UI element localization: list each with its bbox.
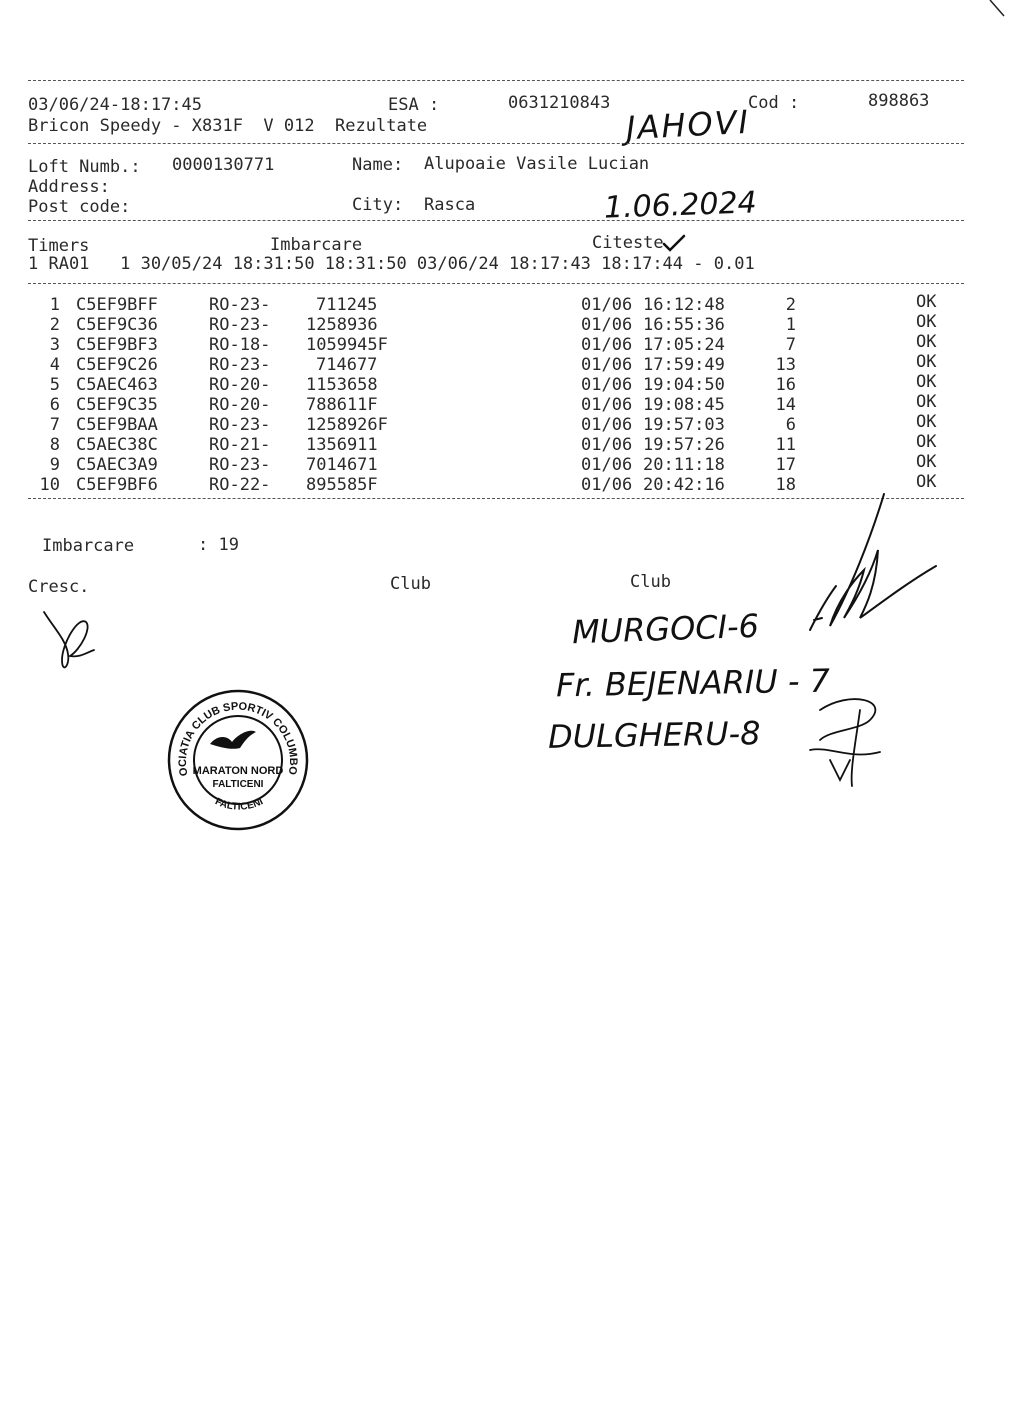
row-number: 6 <box>49 395 60 415</box>
arrival-date: 01/06 <box>581 295 633 315</box>
table-row <box>0 432 1000 455</box>
stamp-center-line1: MARATON NORD <box>192 765 284 777</box>
position: 1 <box>785 315 796 335</box>
club-label-1: Club <box>390 574 431 594</box>
row-number: 5 <box>49 375 60 395</box>
arrival-time: 16:12:48 <box>643 295 725 315</box>
handwritten-date: 1.06.2024 <box>603 185 758 226</box>
check-mark-icon <box>662 234 686 256</box>
row-number: 1 <box>49 295 60 315</box>
status: OK <box>916 452 937 472</box>
loft-label: Loft Numb.: <box>28 157 141 177</box>
position: 13 <box>775 355 796 375</box>
arrival-time: 17:05:24 <box>643 335 725 355</box>
arrival-time: 19:08:45 <box>643 395 725 415</box>
club-signature <box>800 490 940 640</box>
arrival-date: 01/06 <box>581 355 633 375</box>
club-label-2: Club <box>630 572 671 592</box>
address-label: Address: <box>28 177 110 197</box>
arrival-date: 01/06 <box>581 315 633 335</box>
position: 7 <box>785 335 796 355</box>
position: 11 <box>775 435 796 455</box>
ring-number: 1153658 <box>306 375 378 395</box>
row-number: 3 <box>49 335 60 355</box>
chip-id: C5EF9C36 <box>76 315 158 335</box>
rule-timers <box>28 220 964 221</box>
name-value: Alupoaie Vasile Lucian <box>424 154 650 174</box>
svg-text:FALTICENI <box>213 796 265 812</box>
chip-id: C5EF9C35 <box>76 395 158 415</box>
esa-value: 0631210843 <box>508 93 611 113</box>
handwritten-line-2: Fr. BEJENARIU - 7 <box>555 661 831 705</box>
rule-owner <box>28 143 964 144</box>
cod-value: 898863 <box>868 91 930 111</box>
row-number: 8 <box>49 435 60 455</box>
chip-id: C5EF9BAA <box>76 415 158 435</box>
table-row <box>0 312 1000 335</box>
table-row <box>0 332 1000 355</box>
table-row <box>0 352 1000 375</box>
ring-number: 1258936 <box>306 315 378 335</box>
status: OK <box>916 292 937 312</box>
ring-number: 1258926F <box>306 415 388 435</box>
arrival-time: 20:42:16 <box>643 475 725 495</box>
position: 14 <box>775 395 796 415</box>
timer-line: 1 RA01 1 30/05/24 18:31:50 18:31:50 03/06/24 18:17:43 18:17:44 - 0.01 <box>28 254 755 274</box>
handwritten-note-top: JAHOVI <box>625 102 751 148</box>
status: OK <box>916 472 937 492</box>
esa-label: ESA : <box>388 95 440 115</box>
ring-number: 711245 <box>316 295 378 315</box>
position: 2 <box>785 295 796 315</box>
arrival-time: 19:04:50 <box>643 375 725 395</box>
arrival-date: 01/06 <box>581 375 633 395</box>
arrival-date: 01/06 <box>581 475 633 495</box>
position: 6 <box>785 415 796 435</box>
print-datetime: 03/06/24-18:17:45 <box>28 95 202 115</box>
handwritten-line-1: MURGOCI-6 <box>571 606 760 652</box>
citeste-heading: Citeste <box>592 233 664 253</box>
cresc-label: Cresc. <box>28 577 90 597</box>
chip-id: C5AEC38C <box>76 435 158 455</box>
ring-prefix: RO-21- <box>209 435 271 455</box>
ring-prefix: RO-20- <box>209 375 271 395</box>
row-number: 9 <box>49 455 60 475</box>
loft-value: 0000130771 <box>172 155 275 175</box>
table-row <box>0 392 1000 415</box>
table-row <box>0 372 1000 395</box>
ring-prefix: RO-23- <box>209 415 271 435</box>
position: 18 <box>775 475 796 495</box>
corner-mark <box>988 0 1018 20</box>
table-row <box>0 412 1000 435</box>
ring-number: 7014671 <box>306 455 378 475</box>
table-row <box>0 292 1000 315</box>
status: OK <box>916 312 937 332</box>
dove-icon <box>210 731 256 749</box>
imbarcare-count-value: : 19 <box>198 535 239 555</box>
rule-top <box>28 80 964 81</box>
chip-id: C5AEC463 <box>76 375 158 395</box>
imbarcare-count-label: Imbarcare <box>42 536 135 556</box>
device-info: Bricon Speedy - X831F V 012 Rezultate <box>28 116 428 136</box>
position: 16 <box>775 375 796 395</box>
ring-number: 1059945F <box>306 335 388 355</box>
chip-id: C5EF9BFF <box>76 295 158 315</box>
timers-heading: Timers <box>28 236 90 256</box>
ring-prefix: RO-22- <box>209 475 271 495</box>
ring-prefix: RO-23- <box>209 295 271 315</box>
arrival-time: 16:55:36 <box>643 315 725 335</box>
chip-id: C5EF9BF6 <box>76 475 158 495</box>
chip-id: C5EF9C26 <box>76 355 158 375</box>
arrival-date: 01/06 <box>581 395 633 415</box>
stamp-center-line2: FALTICENI <box>212 779 264 790</box>
ring-prefix: RO-23- <box>209 355 271 375</box>
arrival-time: 20:11:18 <box>643 455 725 475</box>
stamp-outer-text: ASOCIATIA CLUB SPORTIV COLUMBOFIL <box>162 679 300 778</box>
imbarcare-heading: Imbarcare <box>270 235 363 255</box>
row-number: 7 <box>49 415 60 435</box>
position: 17 <box>775 455 796 475</box>
arrival-date: 01/06 <box>581 435 633 455</box>
svg-text:ASOCIATIA CLUB SPORTIV COLUMBO <box>162 679 299 777</box>
handwritten-scribble <box>790 690 900 790</box>
row-number: 2 <box>49 315 60 335</box>
arrival-date: 01/06 <box>581 455 633 475</box>
status: OK <box>916 332 937 352</box>
status: OK <box>916 412 937 432</box>
row-number: 10 <box>39 475 60 495</box>
table-row <box>0 452 1000 475</box>
ring-prefix: RO-23- <box>209 315 271 335</box>
arrival-date: 01/06 <box>581 415 633 435</box>
club-stamp <box>162 679 310 832</box>
stamp-bottom-text: FALTICENI <box>213 796 265 813</box>
status: OK <box>916 432 937 452</box>
status: OK <box>916 352 937 372</box>
city-label: City: <box>352 195 404 215</box>
ring-prefix: RO-18- <box>209 335 271 355</box>
cresc-signature <box>40 608 100 678</box>
rule-results <box>28 283 964 284</box>
row-number: 4 <box>49 355 60 375</box>
status: OK <box>916 372 937 392</box>
arrival-date: 01/06 <box>581 335 633 355</box>
handwritten-line-3: DULGHERU-8 <box>547 714 761 756</box>
arrival-time: 17:59:49 <box>643 355 725 375</box>
name-label: Name: <box>352 155 404 175</box>
chip-id: C5AEC3A9 <box>76 455 158 475</box>
ring-prefix: RO-20- <box>209 395 271 415</box>
ring-prefix: RO-23- <box>209 455 271 475</box>
ring-number: 788611F <box>306 395 378 415</box>
cod-label: Cod : <box>748 93 800 113</box>
city-value: Rasca <box>424 195 476 215</box>
status: OK <box>916 392 937 412</box>
arrival-time: 19:57:03 <box>643 415 725 435</box>
ring-number: 1356911 <box>306 435 378 455</box>
postcode-label: Post code: <box>28 197 131 217</box>
chip-id: C5EF9BF3 <box>76 335 158 355</box>
ring-number: 895585F <box>306 475 378 495</box>
arrival-time: 19:57:26 <box>643 435 725 455</box>
ring-number: 714677 <box>316 355 378 375</box>
